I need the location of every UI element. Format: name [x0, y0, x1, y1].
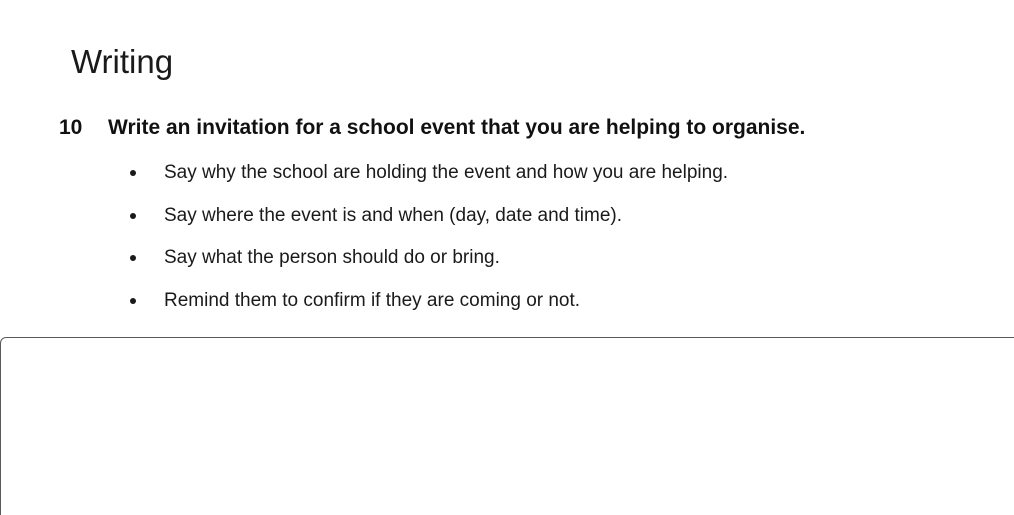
- bullet-icon: [130, 213, 136, 219]
- answer-textarea[interactable]: [0, 337, 1014, 515]
- task-bullet-text: Say why the school are holding the event and how you are helping.: [164, 162, 729, 183]
- task-bullet: [128, 159, 728, 187]
- task-bullet-list: [128, 159, 728, 329]
- task-bullet: [128, 287, 728, 315]
- question-prompt: [59, 114, 805, 142]
- section-heading: Writing: [71, 43, 174, 80]
- task-bullet-text: Remind them to confirm if they are coming or not.: [164, 289, 581, 311]
- question-number: 10: [59, 116, 83, 139]
- bullet-icon: [130, 170, 136, 176]
- task-bullet: [128, 244, 728, 272]
- bullet-icon: [130, 255, 136, 261]
- task-bullet-text: Say what the person should do or bring.: [164, 247, 500, 268]
- task-bullet: [128, 202, 728, 230]
- question-text: Write an invitation for a school event that you are helping to organise.: [108, 116, 806, 139]
- bullet-icon: [130, 298, 136, 304]
- task-bullet-text: Say where the event is and when (day, date and time).: [164, 204, 623, 226]
